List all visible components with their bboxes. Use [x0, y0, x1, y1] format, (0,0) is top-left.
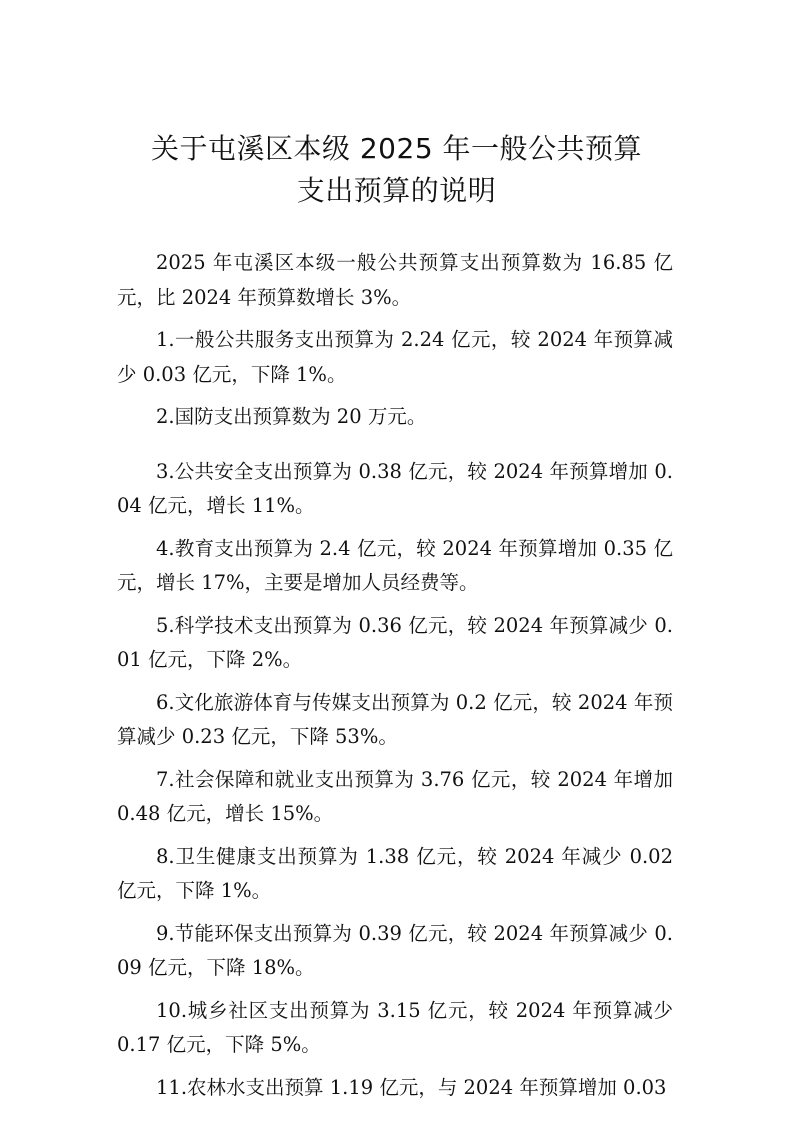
paragraph-energy-environment: 9.节能环保支出预算为 0.39 亿元，较 2024 年预算减少 0.09 亿元，下降 18%。: [117, 921, 673, 979]
title-line-1: 关于屯溪区本级 2025 年一般公共预算: [150, 132, 643, 165]
paragraph-agriculture-forestry-water: 11.农林水支出预算 1.19 亿元，与 2024 年预算增加 0.03: [156, 1075, 667, 1099]
paragraph-science-technology: 5.科学技术支出预算为 0.36 亿元，较 2024 年预算减少 0.01 亿元，下降 2%。: [117, 613, 673, 671]
document-title: [0, 128, 793, 212]
paragraph-summary: 2025 年屯溪区本级一般公共预算支出预算数为 16.85 亿元，比 2024 年预算数增长 3%。: [117, 251, 673, 309]
paragraph-culture-tourism-sports-media: 6.文化旅游体育与传媒支出预算为 0.2 亿元，较 2024 年预算减少 0.23 亿元，下降 53%。: [117, 690, 673, 748]
paragraph-health: 8.卫生健康支出预算为 1.38 亿元，较 2024 年减少 0.02 亿元，下降 1%。: [117, 844, 673, 902]
paragraph-urban-rural-community: 10.城乡社区支出预算为 3.15 亿元，较 2024 年预算减少 0.17 亿元，下降 5%。: [117, 998, 673, 1056]
paragraph-public-security: 3.公共安全支出预算为 0.38 亿元，较 2024 年预算增加 0.04 亿元，增长 11%。: [117, 459, 673, 517]
paragraph-national-defense: 2.国防支出预算数为 20 万元。: [156, 405, 427, 428]
title-line-2: 支出预算的说明: [296, 174, 497, 207]
paragraph-education: 4.教育支出预算为 2.4 亿元，较 2024 年预算增加 0.35 亿元，增长 17%，主要是增加人员经费等。: [117, 536, 673, 594]
document-body: [117, 246, 673, 1105]
paragraph-general-public-services: 1.一般公共服务支出预算为 2.24 亿元，较 2024 年预算减少 0.03 亿元，下降 1%。: [117, 328, 673, 386]
paragraph-social-security-employment: 7.社会保障和就业支出预算为 3.76 亿元，较 2024 年增加 0.48 亿元，增长 15%。: [117, 767, 673, 825]
